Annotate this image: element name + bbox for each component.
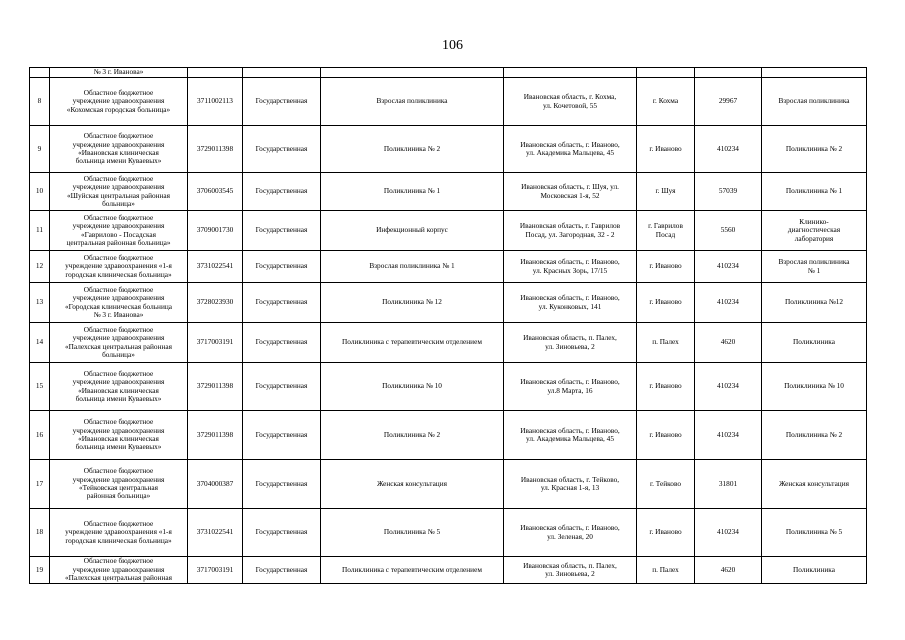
table-row: [30, 211, 867, 251]
city-cell: г. Тейково: [637, 460, 695, 509]
inn-code-cell: 3717003191: [188, 557, 243, 584]
unit-name-cell: Поликлиника № 10: [762, 363, 867, 411]
table-row: [30, 323, 867, 363]
city-cell: г. Иваново: [637, 283, 695, 323]
building-name-cell: Поликлиника с терапевтическим отделением: [321, 323, 504, 363]
institution-name-cell: Областное бюджетное учреждение здравоохранения «Ивановская клиническая больница имени Куваевых»: [50, 126, 188, 173]
ownership-type-cell: Государственная: [243, 78, 321, 126]
row-number-cell: 10: [30, 173, 50, 211]
unit-name-cell: Поликлиника № 5: [762, 509, 867, 557]
row-number-cell: [30, 68, 50, 78]
table-row: [30, 283, 867, 323]
ownership-type-cell: Государственная: [243, 557, 321, 584]
inn-code-cell: 3729011398: [188, 411, 243, 460]
index-value-cell: 4620: [695, 557, 762, 584]
inn-code-cell: 3731022541: [188, 251, 243, 283]
registry-table: [29, 67, 867, 584]
row-number-cell: 8: [30, 78, 50, 126]
unit-name-cell: Поликлиника: [762, 557, 867, 584]
table-row: [30, 460, 867, 509]
row-number-cell: 9: [30, 126, 50, 173]
index-value-cell: [695, 68, 762, 78]
inn-code-cell: 3729011398: [188, 126, 243, 173]
inn-code-cell: 3728023930: [188, 283, 243, 323]
table-row: [30, 411, 867, 460]
unit-name-cell: Клинико- диагностическая лаборатория: [762, 211, 867, 251]
table-row: [30, 126, 867, 173]
address-cell: Ивановская область, г. Тейково, ул. Красная 1-я, 13: [504, 460, 637, 509]
city-cell: г. Иваново: [637, 363, 695, 411]
institution-name-cell: Областное бюджетное учреждение здравоохранения «1-я городская клиническая больница»: [50, 509, 188, 557]
address-cell: Ивановская область, г. Иваново, ул. Куконковых, 141: [504, 283, 637, 323]
unit-name-cell: Поликлиника № 1: [762, 173, 867, 211]
row-number-cell: 16: [30, 411, 50, 460]
unit-name-cell: Поликлиника: [762, 323, 867, 363]
address-cell: Ивановская область, п. Палех, ул. Зиновьева, 2: [504, 323, 637, 363]
table-row: [30, 557, 867, 584]
building-name-cell: Поликлиника № 2: [321, 411, 504, 460]
institution-name-cell: Областное бюджетное учреждение здравоохранения «Городская клиническая больница № 3 г. Иванова»: [50, 283, 188, 323]
institution-name-cell: Областное бюджетное учреждение здравоохранения «1-я городская клиническая больница»: [50, 251, 188, 283]
index-value-cell: 5560: [695, 211, 762, 251]
address-cell: Ивановская область, г. Гаврилов Посад, ул. Загородная, 32 - 2: [504, 211, 637, 251]
building-name-cell: Взрослая поликлиника: [321, 78, 504, 126]
building-name-cell: Женская консультация: [321, 460, 504, 509]
unit-name-cell: Женская консультация: [762, 460, 867, 509]
institution-name-cell: № 3 г. Иванова»: [50, 68, 188, 78]
building-name-cell: Поликлиника № 1: [321, 173, 504, 211]
city-cell: п. Палех: [637, 557, 695, 584]
city-cell: г. Иваново: [637, 509, 695, 557]
institution-name-cell: Областное бюджетное учреждение здравоохранения «Тейковская центральная районная больница»: [50, 460, 188, 509]
address-cell: Ивановская область, г. Шуя, ул. Московская 1-я, 52: [504, 173, 637, 211]
table-row: [30, 363, 867, 411]
inn-code-cell: 3704000387: [188, 460, 243, 509]
unit-name-cell: Поликлиника №12: [762, 283, 867, 323]
ownership-type-cell: Государственная: [243, 460, 321, 509]
inn-code-cell: 3709001730: [188, 211, 243, 251]
unit-name-cell: Взрослая поликлиника: [762, 78, 867, 126]
inn-code-cell: 3717003191: [188, 323, 243, 363]
inn-code-cell: 3706003545: [188, 173, 243, 211]
building-name-cell: Поликлиника № 10: [321, 363, 504, 411]
building-name-cell: Инфекционный корпус: [321, 211, 504, 251]
table-row: [30, 251, 867, 283]
unit-name-cell: Поликлиника № 2: [762, 126, 867, 173]
ownership-type-cell: Государственная: [243, 251, 321, 283]
address-cell: Ивановская область, г. Иваново, ул. Красных Зорь, 17/15: [504, 251, 637, 283]
address-cell: Ивановская область, п. Палех, ул. Зиновьева, 2: [504, 557, 637, 584]
ownership-type-cell: Государственная: [243, 126, 321, 173]
unit-name-cell: Взрослая поликлиника № 1: [762, 251, 867, 283]
table-row: [30, 78, 867, 126]
ownership-type-cell: [243, 68, 321, 78]
index-value-cell: 410234: [695, 283, 762, 323]
city-cell: г. Шуя: [637, 173, 695, 211]
row-number-cell: 12: [30, 251, 50, 283]
institution-name-cell: Областное бюджетное учреждение здравоохранения «Кохомская городская больница»: [50, 78, 188, 126]
index-value-cell: 410234: [695, 411, 762, 460]
ownership-type-cell: Государственная: [243, 173, 321, 211]
address-cell: Ивановская область, г. Иваново, ул. Академика Мальцева, 45: [504, 411, 637, 460]
city-cell: [637, 68, 695, 78]
inn-code-cell: 3711002113: [188, 78, 243, 126]
unit-name-cell: Поликлиника № 2: [762, 411, 867, 460]
row-number-cell: 17: [30, 460, 50, 509]
address-cell: Ивановская область, г. Иваново, ул.8 Марта, 16: [504, 363, 637, 411]
address-cell: Ивановская область, г. Кохма, ул. Кочетовой, 55: [504, 78, 637, 126]
address-cell: Ивановская область, г. Иваново, ул. Академика Мальцева, 45: [504, 126, 637, 173]
row-number-cell: 11: [30, 211, 50, 251]
institution-name-cell: Областное бюджетное учреждение здравоохранения «Ивановская клиническая больница имени Куваевых»: [50, 411, 188, 460]
ownership-type-cell: Государственная: [243, 363, 321, 411]
institution-name-cell: Областное бюджетное учреждение здравоохранения «Гаврилово - Посадская центральная районная больница»: [50, 211, 188, 251]
inn-code-cell: [188, 68, 243, 78]
building-name-cell: [321, 68, 504, 78]
index-value-cell: 31801: [695, 460, 762, 509]
ownership-type-cell: Государственная: [243, 323, 321, 363]
index-value-cell: 29967: [695, 78, 762, 126]
index-value-cell: 410234: [695, 126, 762, 173]
table-row: [30, 68, 867, 78]
institution-name-cell: Областное бюджетное учреждение здравоохранения «Палехская центральная районная: [50, 557, 188, 584]
row-number-cell: 19: [30, 557, 50, 584]
city-cell: г. Гаврилов Посад: [637, 211, 695, 251]
row-number-cell: 18: [30, 509, 50, 557]
building-name-cell: Поликлиника № 5: [321, 509, 504, 557]
table-row: [30, 509, 867, 557]
city-cell: г. Кохма: [637, 78, 695, 126]
ownership-type-cell: Государственная: [243, 211, 321, 251]
page-number: 106: [442, 38, 463, 53]
index-value-cell: 410234: [695, 251, 762, 283]
address-cell: [504, 68, 637, 78]
ownership-type-cell: Государственная: [243, 411, 321, 460]
ownership-type-cell: Государственная: [243, 509, 321, 557]
building-name-cell: Поликлиника с терапевтическим отделением: [321, 557, 504, 584]
city-cell: г. Иваново: [637, 411, 695, 460]
ownership-type-cell: Государственная: [243, 283, 321, 323]
row-number-cell: 15: [30, 363, 50, 411]
building-name-cell: Взрослая поликлиника № 1: [321, 251, 504, 283]
institution-name-cell: Областное бюджетное учреждение здравоохранения «Палехская центральная районная больница»: [50, 323, 188, 363]
index-value-cell: 4620: [695, 323, 762, 363]
city-cell: г. Иваново: [637, 251, 695, 283]
city-cell: п. Палех: [637, 323, 695, 363]
address-cell: Ивановская область, г. Иваново, ул. Зеленая, 20: [504, 509, 637, 557]
table-row: [30, 173, 867, 211]
unit-name-cell: [762, 68, 867, 78]
institution-name-cell: Областное бюджетное учреждение здравоохранения «Ивановская клиническая больница имени Куваевых»: [50, 363, 188, 411]
row-number-cell: 13: [30, 283, 50, 323]
row-number-cell: 14: [30, 323, 50, 363]
inn-code-cell: 3731022541: [188, 509, 243, 557]
building-name-cell: Поликлиника № 12: [321, 283, 504, 323]
index-value-cell: 410234: [695, 509, 762, 557]
inn-code-cell: 3729011398: [188, 363, 243, 411]
index-value-cell: 410234: [695, 363, 762, 411]
building-name-cell: Поликлиника № 2: [321, 126, 504, 173]
institution-name-cell: Областное бюджетное учреждение здравоохранения «Шуйская центральная районная больница»: [50, 173, 188, 211]
city-cell: г. Иваново: [637, 126, 695, 173]
index-value-cell: 57039: [695, 173, 762, 211]
